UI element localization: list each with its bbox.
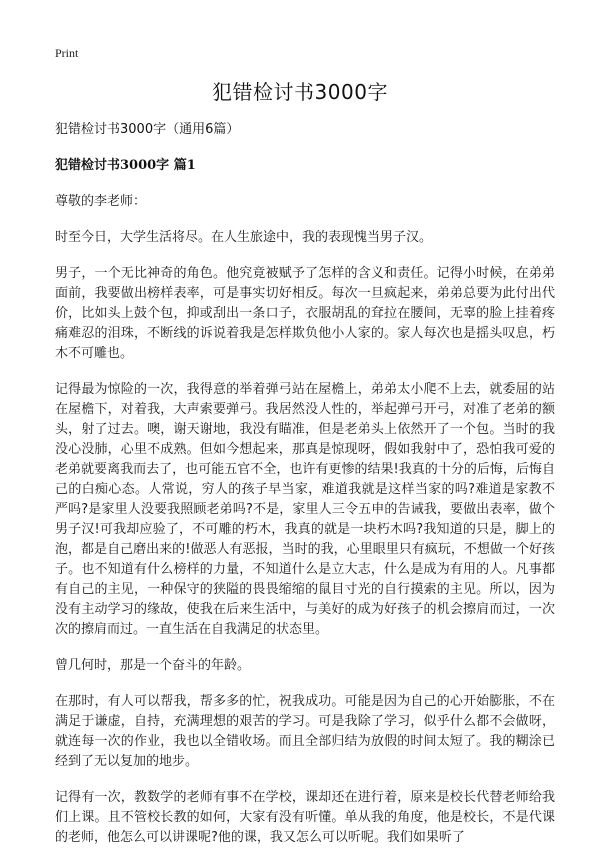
paragraph: 记得最为惊险的一次，我得意的举着弹弓站在屋檐上，弟弟太小爬不上去，就委屈的站在屋檐下，对着我，大声索要弹弓。我居然没人性的，举起弹弓开弓，对准了老弟的额头，射了过去。噢，谢天谢地，我没有瞄准，但是老弟头上依然开了一个包。当时的我没心没肺，心里不成熟。但如今想起来，那真是惊现呀，假如我射中了，恐怕我可爱的老弟就要离我而去了，也可能五官不全，也许有更惨的结果!我真的十分的后悔，后悔自己的白痴心态。人常说，穷人的孩子早当家，难道我就是这样当家的吗?难道是家教不严吗?是家里人没要我照顾老弟吗?不是，家里人三令五申的告诫我，要做出表率，做个男子汉!可我却应验了，不可雕的朽木，我真的就是一块朽木吗?我知道的只是，脚上的泡，都是自己磨出来的!做恶人有恶报，当时的我，心里眼里只有疯玩，不想做一个好孩子。也不知道有什么榜样的力量，不知道什么是立大志，什么是成为有用的人。凡事都有自己的主见，一种保守的狭隘的畏畏缩缩的鼠目寸光的自行摸索的主见。所以，因为没有主动学习的缘故，使我在后来生活中，与美好的成为好孩子的机会擦肩而过，一次次的擦肩而过。一直生活在自我满足的状态里。 — [55, 382, 555, 637]
salutation: 尊敬的李老师： — [55, 194, 147, 209]
document-subtitle: 犯错检讨书3000字（通用6篇） — [55, 122, 240, 137]
document-body — [55, 120, 555, 864]
section-heading: 犯错检讨书3000字 篇1 — [55, 158, 196, 173]
paragraph: 记得有一次，教数学的老师有事不在学校，课却还在进行着，原来是校长代替老师给我们上课。且不管校长教的如何，大家有没有听懂。单从我的角度，他是校长，不是代课的老师，他怎么可以讲课呢?他的课，我又怎么可以听呢。我们如果听了 — [55, 790, 555, 845]
paragraph: 在那时，有人可以帮我，帮多多的忙，祝我成功。可能是因为自己的心开始膨胀，不在满足于谦虚，自持，充满理想的艰苦的学习。可是我除了学习，似乎什么都不会做呀，就连每一次的作业，我也以全错收场。而且全部归结为放假的时间太短了。我的糊涂已经到了无以复加的地步。 — [55, 694, 555, 769]
paragraph: 男子，一个无比神奇的角色。他究竟被赋予了怎样的含义和责任。记得小时候，在弟弟面前，我要做出榜样表率，可是事实切好相反。每次一旦疯起来，弟弟总要为此付出代价，比如头上鼓个包，抑或刮出一条口子，衣服胡乱的耷拉在腰间，无辜的脸上挂着疼痛难忍的泪珠，不断线的诉说着我是怎样欺负他小人家的。家人每次也是摇头叹息，朽木不可雕也。 — [55, 266, 555, 361]
paragraph: 时至今日，大学生活将尽。在人生旅途中，我的表现愧当男子汉。 — [55, 230, 433, 245]
paragraph: 曾几何时，那是一个奋斗的年龄。 — [55, 658, 251, 673]
page-title: 犯错检讨书3000字 — [212, 80, 388, 104]
print-link[interactable]: Print — [55, 46, 79, 60]
